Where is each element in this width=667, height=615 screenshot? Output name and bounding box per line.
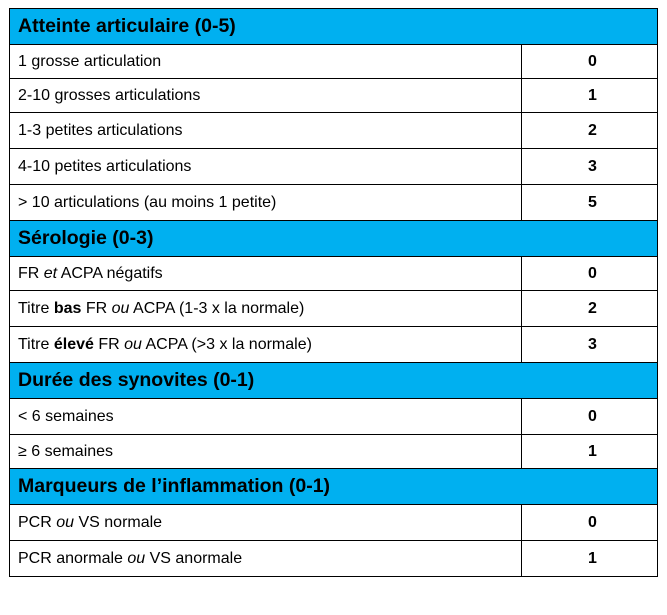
- criterion-score: 3: [522, 327, 658, 363]
- criterion-label: 1-3 petites articulations: [10, 113, 522, 149]
- section-header-serology: [10, 221, 658, 257]
- criterion-score: 2: [522, 291, 658, 327]
- criterion-score: 0: [522, 399, 658, 435]
- table-row: [10, 327, 658, 363]
- criterion-label: Titre élevé FR ou ACPA (>3 x la normale): [10, 327, 522, 363]
- table-row: [10, 399, 658, 435]
- table-row: [10, 257, 658, 291]
- section-header-synovitis-duration: [10, 363, 658, 399]
- criterion-label: < 6 semaines: [10, 399, 522, 435]
- criterion-label: PCR ou VS normale: [10, 505, 522, 541]
- table-row: [10, 79, 658, 113]
- criterion-label: ≥ 6 semaines: [10, 435, 522, 469]
- criterion-label: > 10 articulations (au moins 1 petite): [10, 185, 522, 221]
- table-row: [10, 113, 658, 149]
- section-title: Durée des synovites (0-1): [10, 363, 658, 399]
- criterion-label: 4-10 petites articulations: [10, 149, 522, 185]
- criteria-score-table: [9, 8, 658, 577]
- criterion-score: 1: [522, 79, 658, 113]
- criterion-score: 2: [522, 113, 658, 149]
- section-title: Atteinte articulaire (0-5): [10, 9, 658, 45]
- section-header-joint-involvement: [10, 9, 658, 45]
- section-header-inflammation-markers: [10, 469, 658, 505]
- criterion-label: FR et ACPA négatifs: [10, 257, 522, 291]
- criterion-score: 3: [522, 149, 658, 185]
- table-row: [10, 505, 658, 541]
- criterion-score: 1: [522, 541, 658, 577]
- criterion-score: 0: [522, 45, 658, 79]
- section-title: Sérologie (0-3): [10, 221, 658, 257]
- criterion-score: 0: [522, 257, 658, 291]
- table-row: [10, 185, 658, 221]
- section-title: Marqueurs de l’inflammation (0-1): [10, 469, 658, 505]
- table-row: [10, 149, 658, 185]
- criterion-label: Titre bas FR ou ACPA (1-3 x la normale): [10, 291, 522, 327]
- table-row: [10, 435, 658, 469]
- criterion-label: 2-10 grosses articulations: [10, 79, 522, 113]
- criterion-score: 5: [522, 185, 658, 221]
- table-row: [10, 45, 658, 79]
- criterion-score: 0: [522, 505, 658, 541]
- criterion-label: 1 grosse articulation: [10, 45, 522, 79]
- table-row: [10, 541, 658, 577]
- table-row: [10, 291, 658, 327]
- criterion-label: PCR anormale ou VS anormale: [10, 541, 522, 577]
- criterion-score: 1: [522, 435, 658, 469]
